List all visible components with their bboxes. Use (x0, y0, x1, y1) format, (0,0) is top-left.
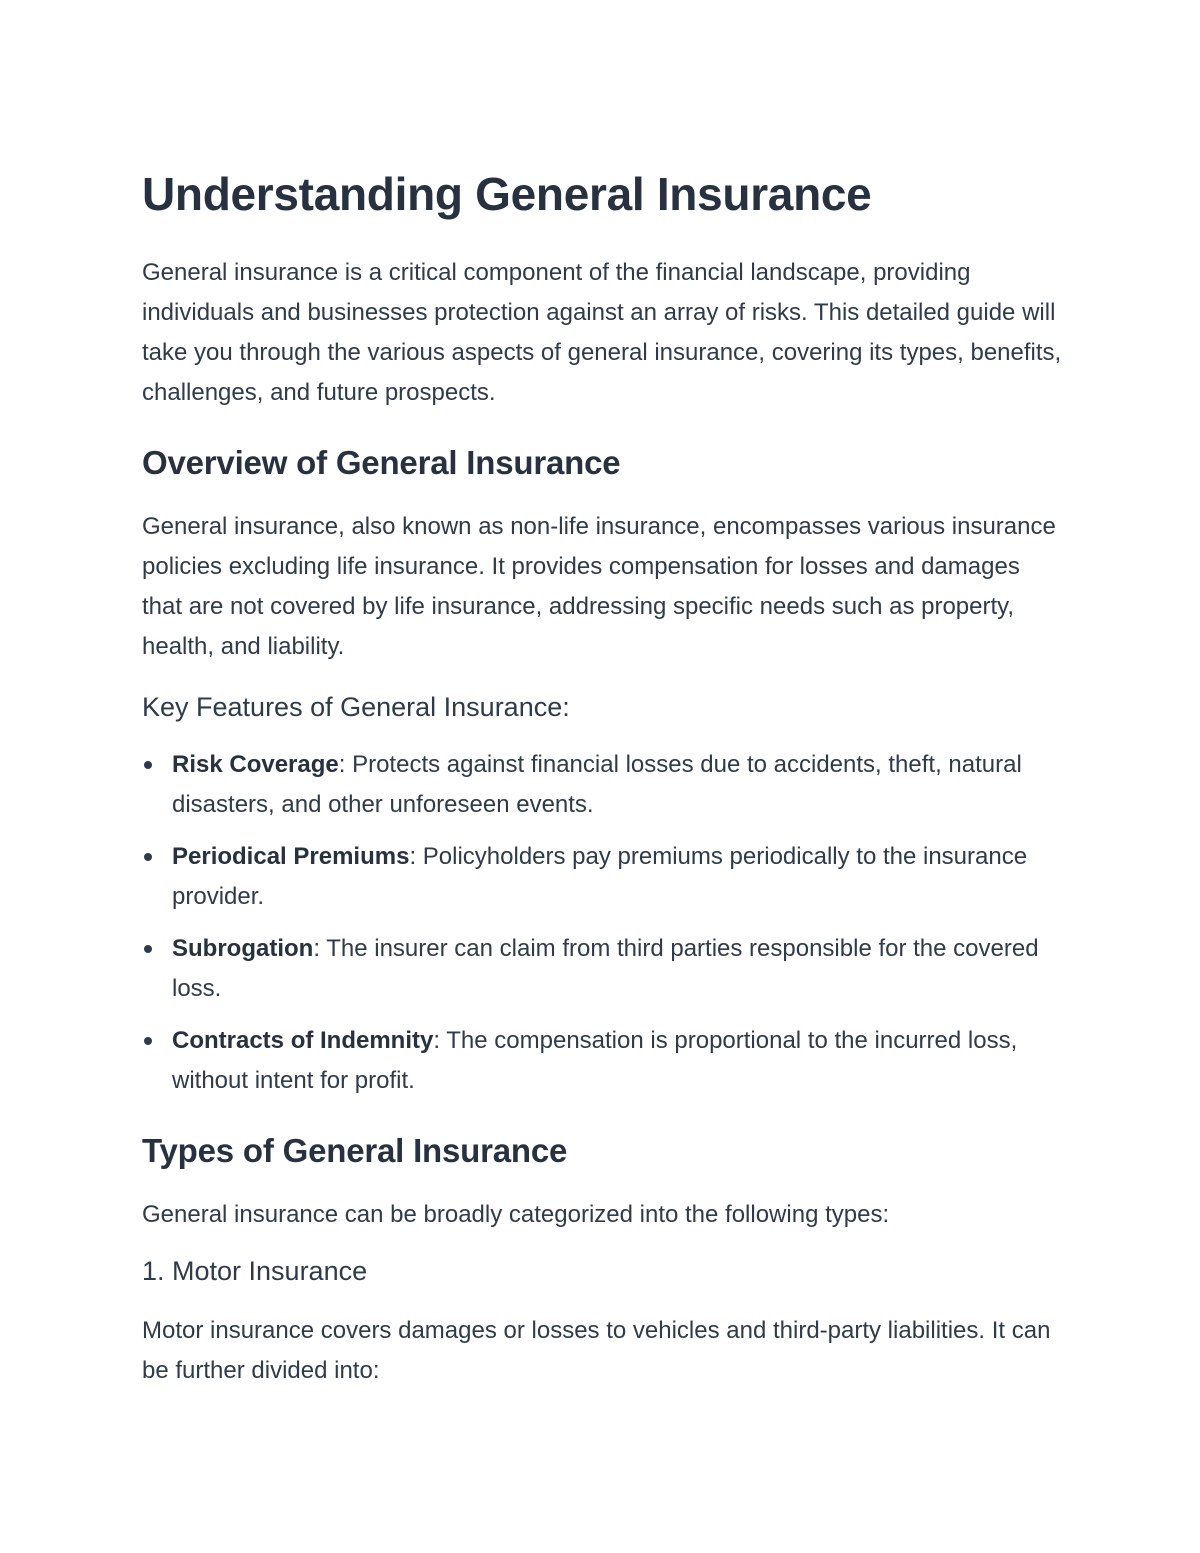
features-heading: Key Features of General Insurance: (142, 692, 570, 722)
list-item (142, 837, 1062, 917)
list-item (142, 929, 1062, 1009)
document-page (142, 165, 1062, 1391)
types-paragraph: General insurance can be broadly categorized into the following types: (142, 1201, 890, 1228)
feature-term: Periodical Premiums (172, 843, 410, 870)
list-item (142, 1021, 1062, 1101)
feature-description: : The compensation is proportional to the incurred loss, without intent for profit. (172, 1027, 1018, 1094)
bullet-icon (144, 853, 152, 861)
feature-term: Contracts of Indemnity (172, 1027, 434, 1054)
feature-description: : Policyholders pay premiums periodically to the insurance provider. (172, 843, 1028, 910)
intro-paragraph: General insurance is a critical component of the financial landscape, providing individuals and businesses protection against an array of risks. This detailed guide will take you through the various aspects of general insurance, covering its types, benefits, challenges, and future prospects. (142, 259, 1062, 406)
feature-description: : Protects against financial losses due to accidents, theft, natural disasters, and other unforeseen events. (172, 751, 1022, 818)
motor-insurance-heading: 1. Motor Insurance (142, 1256, 368, 1286)
feature-term: Subrogation (172, 935, 314, 962)
feature-term: Risk Coverage (172, 751, 339, 778)
types-heading: Types of General Insurance (142, 1132, 568, 1169)
overview-paragraph: General insurance, also known as non-life insurance, encompasses various insurance policies excluding life insurance. It provides compensation for losses and damages that are not covered by life insurance, addressing specific needs such as property, health, and liability. (142, 513, 1056, 660)
list-item (142, 745, 1062, 825)
overview-heading: Overview of General Insurance (142, 444, 621, 481)
page-title: Understanding General Insurance (142, 168, 872, 220)
feature-description: : The insurer can claim from third parties responsible for the covered loss. (172, 935, 1039, 1002)
bullet-icon (144, 761, 152, 769)
motor-insurance-paragraph: Motor insurance covers damages or losses to vehicles and third-party liabilities. It can be further divided into: (142, 1317, 1051, 1384)
bullet-icon (144, 1037, 152, 1045)
bullet-icon (144, 945, 152, 953)
features-list (142, 745, 1062, 1101)
